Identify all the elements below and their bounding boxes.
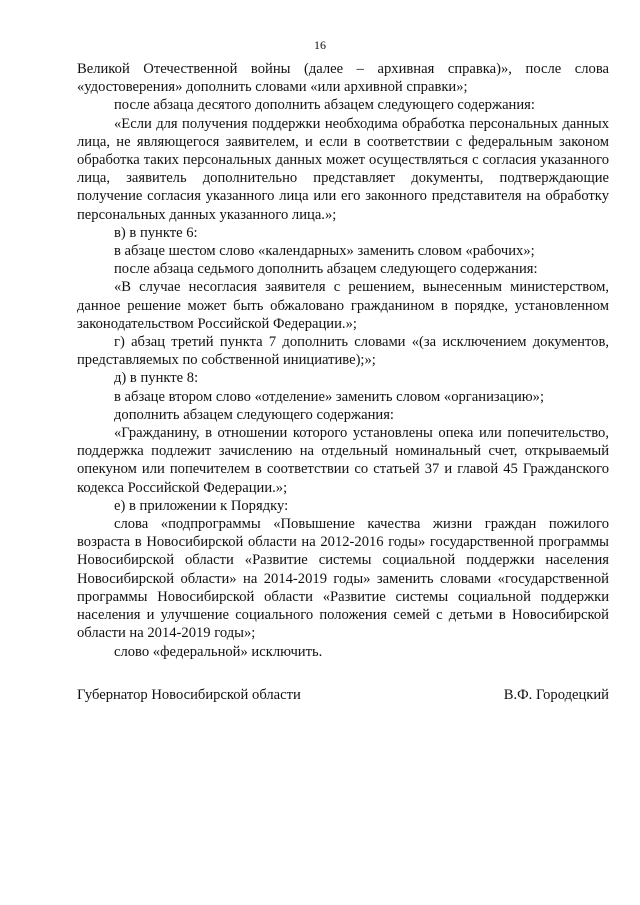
paragraph-15: слово «федеральной» исключить.	[114, 643, 323, 660]
paragraph-1: Великой Отечественной войны (далее – архивная справка)», после слова «удостоверения» дополнить словами «или архивной справки»;	[77, 61, 609, 96]
paragraph-9: д) в пункте 8:	[114, 370, 199, 387]
signature-block	[77, 686, 609, 704]
page-number: 16	[314, 38, 326, 52]
paragraph-10: в абзаце втором слово «отделение» заменить словом «организацию»;	[114, 388, 545, 405]
paragraph-12: «Гражданину, в отношении которого установлены опека или попечительство, поддержка подлежит зачислению на отдельный номинальный счет, открываемый опекуном или попечителем в соответствии со статьей 37 и главой 45 Гражданского кодекса Российской Федерации.»;	[77, 425, 609, 496]
paragraph-5: в абзаце шестом слово «календарных» заменить словом «рабочих»;	[114, 243, 535, 260]
paragraph-6: после абзаца седьмого дополнить абзацем следующего содержания:	[114, 261, 538, 278]
paragraph-7: «В случае несогласия заявителя с решением, вынесенным министерством, данное решение может быть обжаловано гражданином в порядке, установленном законодательством Российской Федерации.»;	[77, 279, 609, 332]
paragraph-2: после абзаца десятого дополнить абзацем следующего содержания:	[114, 97, 535, 114]
paragraph-4: в) в пункте 6:	[114, 224, 198, 241]
paragraph-13: е) в приложении к Порядку:	[114, 497, 289, 514]
signatory-position: Губернатор Новосибирской области	[77, 687, 301, 703]
paragraph-11: дополнить абзацем следующего содержания:	[114, 406, 394, 423]
paragraph-3: «Если для получения поддержки необходима обработка персональных данных лица, не являющегося заявителем, и если в соответствии с федеральным законом обработка таких персональных данных может осуществляться с согласия указанного лица, заявитель дополнительно представляет документы, подтверждающие получение согласия указанного лица или его законного представителя на обработку персональных данных указанного лица.»;	[77, 115, 609, 223]
signatory-name: В.Ф. Городецкий	[503, 687, 609, 703]
paragraph-8: г) абзац третий пункта 7 дополнить словами «(за исключением документов, представляемых по собственной инициативе);»;	[77, 334, 609, 369]
paragraph-14: слова «подпрограммы «Повышение качества жизни граждан пожилого возраста в Новосибирской области на 2012-2016 годы» государственной программы Новосибирской области «Развитие системы социальной поддержки населения Новосибирской области» на 2014-2019 годы» заменить словами «государственной программы Новосибирской области «Развитие системы социальной поддержки населения и улучшение социального положения семей с детьми в Новосибирской области на 2014-2019 годы»;	[77, 516, 609, 642]
document-body	[77, 60, 609, 661]
